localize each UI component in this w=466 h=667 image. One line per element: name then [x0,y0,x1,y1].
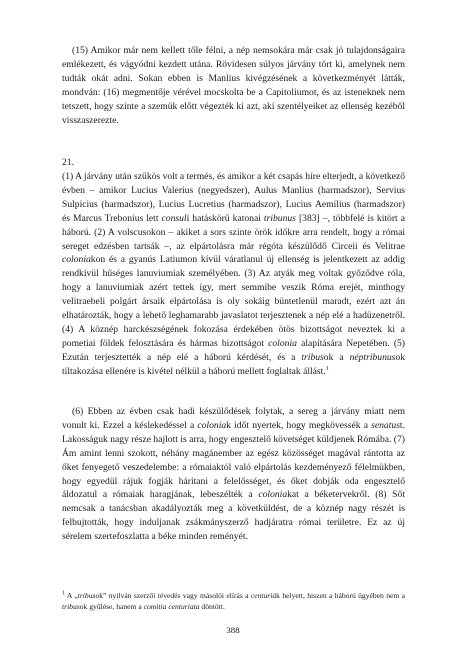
text-run: i hatáskörű katonai [186,212,264,224]
text-run: ok a [323,351,350,363]
italic-term: comitia centuriata [143,602,200,611]
italic-term: tribus [301,351,324,363]
footnote-marker[interactable]: 1 [325,365,329,372]
text-run: k időt nyertek, hogy megkövessék a [226,419,372,431]
text-run: k” nyilván szerzői tévedés vagy másolói elírás a [99,591,251,600]
text-run: t. Lakosságuk nagy része hajlott is arra, hogy engesztelő követséget küldjenek Rómába. (7) Ám amint lenni szokott, néhány magánember az egész közösséget magával rántotta az őket fenyegető veszedelembe: a rómaiaktól való elpártolás kezdeményező félelmükben, hogy egyedül rájuk fogják hárítani a felelősséget, és őket dobják oda engesztelő áldozatul a rómaiak haragjának, lebeszélték a [62,419,405,501]
text-run: döntött. [199,602,225,611]
italic-term: colonia [258,489,288,501]
text-run: A „ [65,591,78,600]
italic-term: colonia [197,419,227,431]
paragraph-21-1 [62,170,405,379]
text-run: k helyett, hiszen a háború ügyében nem a [276,591,405,600]
paragraph-15: (15) Amikor már nem kellett tőle félni, a nép nemsokára már csak jó tulajdonságaira emlékezett, és vágyódni kezdett utána. Rövidesen súlyos járvány tört ki, amelynek nem tudták okát adni. Sokan ebben is Manlius kivégzésének a következményét látták, mondván: (16) megmentője vérével mocskolta be a Capitoliumot, és az isteneknek nem tetszett, hogy szinte a szemük előtt végezték ki azt, aki szentélyeiket az ellenség kezéből visszaszerezte. [62,45,405,126]
text-run: alapítására Nepetében. (5) Ezután terjesztették a nép elé a háború kérdését, és a [62,337,406,363]
text-run: kat a béketervekről. (8) Sőt nemcsak a tanácsban akadályozták meg a követküldést, de a köznép nagy részét is felbujtották, hogy induljanak zsákmányszerző hadjáratra római területre. Ez az új sérelem szertefoszlatta a béke minden reményét. [62,489,405,543]
italic-term: tribus [62,602,80,611]
text-run: ok tiltakozása ellenére is kivétel nélkül a háború mellett foglaltak állást. [62,351,406,377]
footnote [62,590,405,612]
text-run: ok gyűlése, hanem a [79,602,144,611]
chapter-number: 21. [62,157,74,168]
text-run: (6) Ebben az évben csak hadi készülődések folytak, a sereg a járvány miatt nem vonult ki. Ezzel a késlekedéssel a [62,406,405,431]
text-run: [383] –, többfelé is kitört a háború. (2) A volscusokon – akiket a sors szinte örök időkre arra rendelt, hogy a római sereget edzésben tartsák –, az elpártolásra már régóta készülődő Circeii és Velitrae [62,212,405,252]
italic-term: colonia [268,337,297,349]
text-run: kon és a gyanús Latiumon kívül váratlanul új ellenség is jelentkezett az addig rendkívül hűséges lanuviumiak személyében. (3) Az atyák meg voltak győződve róla, hogy a lanuviumiak azért tettek így, mert semmibe veszik Róma erejét, minthogy velitraebeli polgárt ársaik elpártolása is oly sokáig büntetlenül maradt, ezért azt án elhatározták, hogy a lehető leghamarabb javaslatot terjesztenek a nép elé a hadüzenetről. (4) A köznép harckészségének fokozása érdekében ötös bizottságot neveztek ki a pometiai földek felosztására és hármas bizottságot [62,254,405,349]
italic-term: néptribunus [349,351,396,363]
italic-term: consul [161,212,187,224]
paragraph-21-6 [62,405,405,544]
footnote-number: 1 [62,590,65,597]
italic-term: tribuso [77,591,100,600]
italic-term: tribunus [263,212,296,224]
page-number: 388 [226,625,240,635]
italic-term: centuriá [250,591,277,600]
text-run: (1) A járvány után szűkös volt a termés, és amikor a két csapás híre elterjedt, a következő évben – amikor Lucius Valerius (negyedszer), Aulus Manlius (harmadszor), Servius Sulpicius (harmadszor), Lucius Lucretius (harmadszor), Lucius Aemilius (harmadszor) és Marcus Trebonius lett [62,171,405,224]
italic-term: colonia [62,254,91,266]
italic-term: senatus [371,419,400,431]
